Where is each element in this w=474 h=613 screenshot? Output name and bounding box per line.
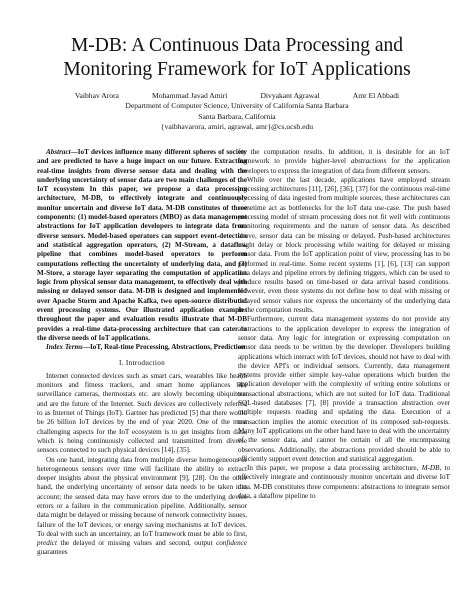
affiliation-location: Santa Barbara, California [198, 111, 276, 121]
title-line-1: M-DB: A Continuous Data Processing and [70, 35, 404, 56]
paper-title [0, 34, 474, 82]
affiliation-block [0, 101, 474, 133]
intro-paragraph-2-continued [238, 148, 450, 176]
intro-paragraph-4: Furthermore, current data management systems do not provide any abstractions to the application developer to express the integration of sensor data. Any logic for integration or expressing computation on sensor data needs to be written by the developer. Developers building applications which interact with IoT devices, should not have to deal with the device API's or individual sensors. Currently, data management systems provide either simple key-value operations which burden the application developer with the complexity of writing entire solutions or transactional abstractions, which are not suited for IoT data. Traditional SQL-based databases [7], [8] provide a transaction abstraction over multiple requests reading and updating the data. Execution of a transaction implies the atomic execution of its composed sub-requests. Many IoT applications on the other hand have to deal with the uncertainty of the sensor data, and cannot be certain of all the encompassing observations. Additionally, the abstractions provided should be able to efficiently support event detection and statistical aggregation. [238, 315, 450, 463]
intro-paragraph-1: Internet connected devices such as smart cars, wearables like health monitors and fitness trackers, and smart home appliances like surveillance cameras, thermostats etc. are slowly becoming ubiquitous and are the future of the Internet. Such devices are collectively referred to as Internet of Things (IoT). Gartner has predicted [5] that there would be 26 billion IoT devices by the end of year 2020. One of the most challenging aspects for the IoT ecosystem is to get insights from data, which is being continuously collected and transmitted from diverse sensors connected to such physical devices [14], [35]. [37, 371, 247, 455]
paragraph-text: On one hand, integrating data from multiple diverse homogeneous or heterogeneous sensors over time will facilitate the ability to extract deeper insights about the physical environment [9], [28]. On the other hand, the underlying uncertainty of sensor data needs to be taken into account; the sensed data may have errors due to the underlying device errors or a failure in the communication pipeline. Additionally, sensor data might be delayed or missing because of network connectivity issues, failure of the IoT devices, or energy saving mechanisms at IoT devices. To deal with such an uncertainty, an IoT framework must be able to first, [37, 455, 247, 538]
author-name: Mohammad Javad Amiri [151, 91, 228, 100]
index-terms-label: Index Terms [46, 343, 83, 352]
intro-paragraph-5 [238, 464, 450, 501]
author-list [0, 91, 474, 101]
title-line-2: Monitoring Framework for IoT Applications [63, 59, 411, 80]
emphasis-mdb: M-DB [421, 464, 440, 473]
paragraph-text: In this paper, we propose a data processing architecture, [247, 464, 422, 473]
author-name: Amr El Abbadi [352, 91, 400, 100]
intro-paragraph-3: While over the last decade, applications have employed stream processing architectures [11], [26], [36], [37] for the continuous real-time processing of data ingested from multiple sources, these architectures can sometime act as bottlenecks for the IoT data use-case. The push based processing model of stream processing does not fit well with continuous monitoring requirements and the nature of sensor data. As described above, sensor data can be missing or delayed. Push-based architectures might delay or block processing while waiting for delayed or missing sensor data. From the IoT application point of view, processing has to be performed in real-time. Some recent systems [1], [6], [13] can support data delays and pipeline errors by defining triggers, which can be used to produce results based on time-based or data arrival based conditions. However, even these systems do not define how to deal with missing or delayed sensor values nor express the uncertainty of the underlying data in the computation results. [238, 175, 450, 315]
emphasis-abstractions: abstractions [350, 157, 387, 166]
emphasis-confidence: confidence [216, 539, 247, 548]
author-name: Vaibhav Arora [74, 91, 119, 100]
abstract [37, 148, 247, 343]
author-name: Divyakant Agrawal [260, 91, 320, 100]
affiliation-emails: {vaibhavarora, amiri, agrawal, amr}@cs.ucsb.edu [160, 122, 314, 131]
section-heading-introduction: I. Introduction [118, 358, 166, 367]
index-terms-text: —IoT, Real-time Processing, Abstractions, Prediction [82, 343, 246, 352]
paragraph-text: guarantees [37, 548, 68, 557]
emphasis-predict: predict [37, 539, 57, 548]
index-terms [37, 343, 247, 352]
paragraph-text: , to effectively integrate and continuously monitor uncertain and diverse IoT data. M-DB constitutes three components: abstractions to integrate sensor data, a dataflow pipeline to [238, 464, 451, 500]
abstract-text: —IoT devices influence many different spheres of society and are predicted to have a huge impact on our future. Extracting real-time insights from diverse sensor data and dealing with the underlying uncertainty of sensor data are two main challenges of the IoT ecosystem In this paper, we propose a data processing architecture, M-DB, to effectively integrate and continuously monitor uncertain and diverse IoT data. M-DB constitutes of three components: (1) model-based operators (MBO) as data management abstractions for IoT application developers to integrate data from diverse sensors. Model-based operators can support event-detection and statistical aggregation operators, (2) M-Stream, a dataflow pipeline that combines model-based operators to perform computations reflecting the uncertainty of underlying data, and (3) M-Store, a storage layer separating the computation of application logic from physical sensor data management, to effectively deal with missing or delayed sensor data. M-DB is designed and implemented over Apache Storm and Apache Kafka, two open-source distributed event processing systems. Our illustrated application examples throughout the paper and evaluation results illustrate that M-DB provides a real-time data-processing architecture that can cater to the diverse needs of IoT applications. [37, 148, 247, 342]
paragraph-text: for the application developers to express the integration of data from different sensors. [238, 157, 450, 175]
intro-paragraph-2 [37, 456, 247, 558]
abstract-label: Abstract [46, 148, 71, 156]
affiliation-department: Department of Computer Science, University of California Santa Barbara [125, 101, 349, 110]
right-column [238, 148, 450, 501]
paragraph-text: the delayed or missing values and second, output [56, 539, 217, 548]
paragraph-text: for the computation results. In addition, it is desirable for an IoT framework to provide higher-level [238, 148, 450, 166]
left-column [37, 148, 247, 558]
